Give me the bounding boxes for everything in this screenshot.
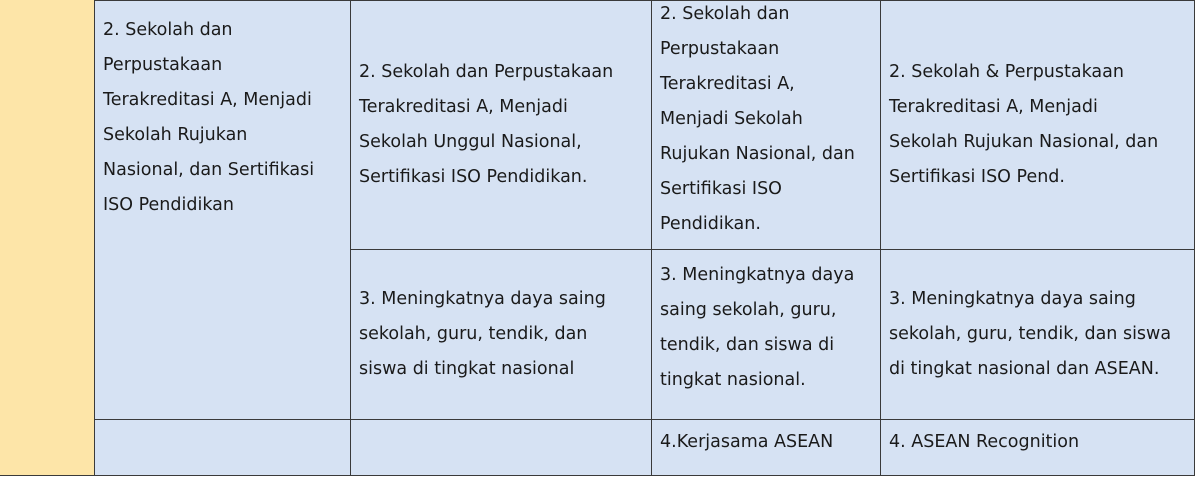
cell-text-line: ISO Pendidikan <box>103 195 234 215</box>
cell-text-line: sekolah, guru, tendik, dan <box>359 324 588 344</box>
cell-text-line: tendik, dan siswa di <box>660 335 835 355</box>
cell-text-line: 2. Sekolah dan <box>103 20 233 40</box>
cell-text-line: di tingkat nasional dan ASEAN. <box>889 359 1160 379</box>
cell-text-line: 4. ASEAN Recognition <box>889 432 1080 452</box>
cell-text-line: sekolah, guru, tendik, dan siswa <box>889 324 1172 344</box>
cell-col2-row3 <box>350 419 652 476</box>
cell-text-line: saing sekolah, guru, <box>660 300 837 320</box>
cell-col1-row3 <box>94 419 351 476</box>
cell-text-line: Nasional, dan Sertifikasi <box>103 160 315 180</box>
cell-text-line: Sertifikasi ISO Pendidikan. <box>359 167 588 187</box>
cell-text-line: Terakreditasi A, <box>660 74 795 94</box>
cell-text-line: Terakreditasi A, Menjadi <box>889 97 1098 117</box>
cell-text-line: Rujukan Nasional, dan <box>660 144 855 164</box>
cell-col3-row2 <box>651 249 881 420</box>
left-color-band <box>0 0 94 476</box>
cell-col3-row3 <box>651 419 881 476</box>
cell-text-line: 3. Meningkatnya daya <box>660 265 855 285</box>
cell-col2-row2 <box>350 249 652 420</box>
cell-text-line: Sekolah Unggul Nasional, <box>359 132 582 152</box>
cell-text-line: 4.Kerjasama ASEAN <box>660 432 834 452</box>
cell-col4-row1 <box>880 0 1195 250</box>
cell-text-line: siswa di tingkat nasional <box>359 359 575 379</box>
cell-text-line: 2. Sekolah dan <box>660 4 790 24</box>
cell-col3-row1 <box>651 0 881 250</box>
cell-col4-row3 <box>880 419 1195 476</box>
cell-text-line: 3. Meningkatnya daya saing <box>889 289 1136 309</box>
cell-text-line: 2. Sekolah dan Perpustakaan <box>359 62 614 82</box>
cell-text-line: Sekolah Rujukan Nasional, dan <box>889 132 1159 152</box>
cell-text-line: Sertifikasi ISO <box>660 179 782 199</box>
cell-text-line: Perpustakaan <box>660 39 780 59</box>
cell-text-line: 3. Meningkatnya daya saing <box>359 289 606 309</box>
cell-col4-row2 <box>880 249 1195 420</box>
cell-text-line: 2. Sekolah & Perpustakaan <box>889 62 1124 82</box>
cell-text-line: Terakreditasi A, Menjadi <box>359 97 568 117</box>
cell-text-line: Menjadi Sekolah <box>660 109 803 129</box>
cell-text-line: Terakreditasi A, Menjadi <box>103 90 312 110</box>
cell-text-line: Sekolah Rujukan <box>103 125 248 145</box>
cell-text-line: tingkat nasional. <box>660 370 806 390</box>
cell-text-line: Pendidikan. <box>660 214 761 234</box>
cell-text-line: Perpustakaan <box>103 55 223 75</box>
cell-col2-row1 <box>350 0 652 250</box>
cell-col1-row1 <box>94 0 351 420</box>
cell-text-line: Sertifikasi ISO Pend. <box>889 167 1065 187</box>
